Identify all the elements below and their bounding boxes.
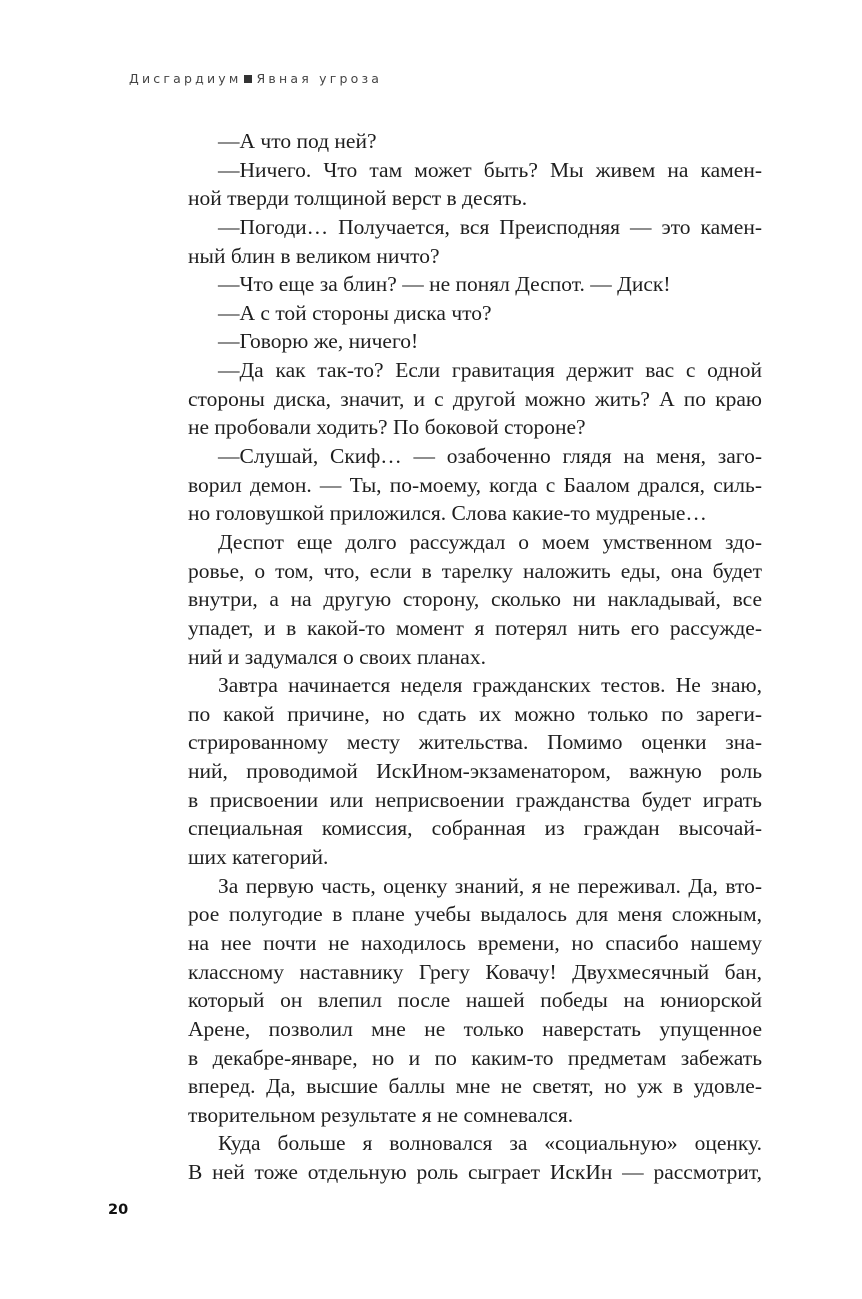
text-line: внутри, а на другую сторону, сколько ни накладывай, все [188, 587, 762, 612]
text-line: Деспот еще долго рассуждал о моем умственном здо- [218, 529, 762, 554]
text-line: классному наставнику Грегу Ковачу! Двухмесячный бан, [188, 959, 762, 984]
text-line: ний, проводимой ИскИном-экзаменатором, важную роль [188, 759, 762, 784]
text-line: За первую часть, оценку знаний, я не переживал. Да, вто- [218, 873, 762, 898]
text-line: В ней тоже отдельную роль сыграет ИскИн — рассмотрит, [188, 1160, 762, 1185]
text-line: не пробовали ходить? По боковой стороне? [188, 415, 586, 440]
text-line: Арене, позволил мне не только наверстать упущенное [188, 1016, 762, 1041]
text-line: ровье, о том, что, если в тарелку наложить еды, она будет [188, 558, 762, 583]
text-line: —Что еще за блин? — не понял Деспот. — Диск! [218, 272, 671, 297]
text-line: —А с той стороны диска что? [218, 300, 492, 325]
page-number: 20 [108, 1202, 129, 1218]
text-line: в декабре-январе, но и по каким-то предметам забежать [188, 1045, 762, 1070]
text-line: специальная комиссия, собранная из граждан высочай- [188, 816, 762, 841]
text-line: Куда больше я волновался за «социальную» оценку. [218, 1131, 762, 1156]
book-title: Явная угроза [256, 71, 383, 86]
text-line: —Говорю же, ничего! [218, 329, 419, 354]
text-line: на нее почти не находилось времени, но спасибо нашему [188, 930, 762, 955]
text-line: —Ничего. Что там может быть? Мы живем на камен- [218, 157, 762, 182]
text-line: —А что под ней? [218, 129, 377, 153]
text-line: который он влепил после нашей победы на юниорской [188, 988, 762, 1013]
text-line: упадет, и в какой-то момент я потерял нить его рассужде- [188, 615, 762, 640]
text-line: ших категорий. [188, 845, 329, 870]
text-line: вперед. Да, высшие баллы мне не светят, но уж в удовле- [188, 1074, 762, 1099]
text-line: ный блин в великом ничто? [188, 243, 440, 268]
text-line: по какой причине, но сдать их можно только по зареги- [188, 701, 762, 726]
text-line: ворил демон. — Ты, по-моему, когда с Баалом дрался, силь- [188, 472, 762, 497]
text-line: Завтра начинается неделя гражданских тестов. Не знаю, [218, 673, 762, 698]
text-line: стороны диска, значит, и с другой можно жить? А по краю [188, 386, 762, 411]
series-title: Дисгардиум [129, 71, 242, 86]
running-header [129, 70, 382, 88]
text-line: стрированному месту жительства. Помимо оценки зна- [188, 730, 762, 755]
text-line: —Погоди… Получается, вся Преисподняя — это камен- [218, 214, 762, 239]
text-line: рое полугодие в плане учебы выдалось для меня сложным, [188, 902, 762, 927]
body-text [188, 127, 762, 1187]
text-line: творительном результате я не сомневался. [188, 1102, 574, 1127]
text-line: ной тверди толщиной верст в десять. [188, 186, 528, 211]
header-separator-square [244, 75, 252, 83]
text-line: в присвоении или неприсвоении гражданства будет играть [188, 787, 762, 812]
text-line: но головушкой приложился. Слова какие-то мудреные… [188, 501, 707, 526]
text-line: —Слушай, Скиф… — озабоченно глядя на меня, заго- [218, 444, 762, 469]
text-line: ний и задумался о своих планах. [188, 644, 486, 669]
text-line: —Да как так-то? Если гравитация держит вас с одной [218, 358, 762, 383]
